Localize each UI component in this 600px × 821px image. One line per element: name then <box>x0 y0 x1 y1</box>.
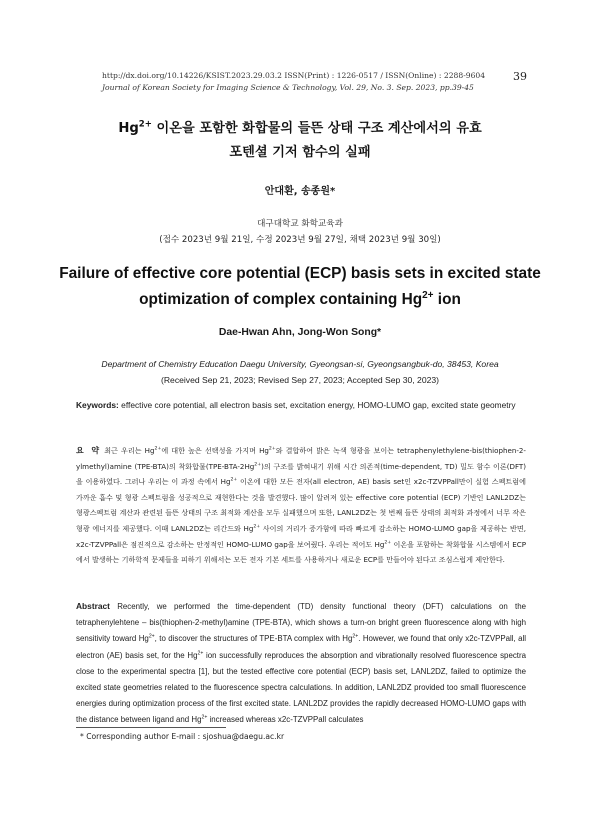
english-title-line1: Failure of effective core potential (ECP) basis sets in excited state <box>59 265 541 282</box>
english-abstract-text: , to discover the structures of TPE-BTA complex with Hg <box>154 634 353 644</box>
keywords-label: Keywords: <box>76 400 119 410</box>
footnote: * Corresponding author E-mail : sjoshua@daegu.ac.kr <box>80 732 285 741</box>
korean-abstract-text: 와 결합하여 밝은 녹색 형광을 보이는 tetraphenylethylene-bis(thiophen-2-ylmethyl)amine (TPE-BTA)의 착화합물(TPE-BTA-2Hg <box>76 446 526 471</box>
journal-header <box>102 70 522 94</box>
superscript: 2+ <box>197 649 204 656</box>
korean-title-sup: 2+ <box>138 119 152 130</box>
english-authors: Dae-Hwan Ahn, Jong-Won Song* <box>218 327 382 338</box>
page-number: 39 <box>513 70 527 83</box>
superscript: 2+ <box>352 633 359 640</box>
keywords <box>76 398 526 413</box>
superscript: 2+ <box>154 446 162 452</box>
superscript: 2+ <box>230 477 238 483</box>
korean-title-hg: Hg <box>118 121 139 136</box>
english-title-line2-a: optimization of complex containing Hg <box>139 291 423 308</box>
superscript: 2+ <box>201 714 208 721</box>
english-abstract-text: increased whereas x2c-TZVPPall calculates <box>207 715 364 725</box>
superscript: 2+ <box>253 524 261 530</box>
english-abstract-text: Recently, we performed the time-dependent (TD) density functional theory (DFT) calculations on the tetraphenylehtene – bis(thiophen-2-methyl)amine (TPE-BTA), which shows a turn-on bright green fluorescence along with high sensitivity toward Hg <box>76 602 526 644</box>
korean-abstract-label: 요 약 <box>76 446 102 455</box>
keywords-text: effective core potential, all electron basis set, excitation energy, HOMO-LUMO gap, excited state geometry <box>118 400 516 410</box>
journal-citation-line: Journal of Korean Society for Imaging Science & Technology, Vol. 29, No. 3. Sep. 2023, pp.39-45 <box>102 83 474 92</box>
english-abstract-label: Abstract <box>76 601 110 611</box>
english-dates: (Received Sep 21, 2023; Revised Sep 27, 2023; Accepted Sep 30, 2023) <box>160 375 440 385</box>
korean-abstract <box>76 443 526 568</box>
korean-authors: 안대환, 송종원* <box>264 186 336 197</box>
korean-abstract-text: 사이의 거리가 증가함에 따라 빠르게 감소하는 HOMO-LUMO gap을 제공하는 반면, x2c-TZVPPall은 점진적으로 감소하는 안정적인 HOMO-LUMO gap을 보여줬다. 우리는 적어도 Hg <box>76 523 526 549</box>
english-abstract-text: ion successfully reproduces the absorption and vibrationally resolved fluorescence spectra close to the experimental spectra [1], but the tested effective core potential (ECP) basis set, LANL2DZ, failed to optimize the excited state geometries related to the fluorescence spectra calculations. In addition, LANL2DZ provided too small fluorescence energies during optimization process of the first excited state. LANL2DZ provides the rapidly decreased HOMO-LUMO gaps with the distance between ligand and Hg <box>76 650 526 725</box>
superscript: 2+ <box>148 633 155 640</box>
superscript: 2+ <box>254 462 262 468</box>
superscript: 2+ <box>268 446 276 452</box>
korean-abstract-text: 이온을 포함하는 착화합물 시스템에서 ECP에서 발생하는 기하학적 문제들을 피하기 위해서는 모든 전자 기본 세트를 사용하거나 새로운 ECP를 만들어야 된다고 조심스럽게 제안한다. <box>76 539 526 565</box>
korean-title-line1 <box>40 117 560 141</box>
korean-affiliation: 대구대학교 화학교육과 <box>257 219 343 229</box>
korean-abstract-text: 에 대한 높은 선택성을 가지며 Hg <box>161 446 269 455</box>
english-title-sup: 2+ <box>422 289 434 301</box>
korean-title-rest: 이온을 포함한 화합물의 들뜬 상태 구조 계산에서의 유효 <box>151 121 482 136</box>
korean-abstract-text: )의 구조를 밝혀내기 위해 시간 의존적(time-dependent, TD) 밀도 함수 이론(DFT)을 이용하였다. 그러나 우리는 이 과정 속에서 Hg <box>76 461 526 487</box>
english-affiliation: Department of Chemistry Education Daegu University, Gyeongsan-si, Gyeongsangbuk-do, 38453, Korea <box>101 359 499 369</box>
korean-dates: (접수 2023년 9월 21일, 수정 2023년 9월 27일, 채택 2023년 9월 30일) <box>159 235 441 245</box>
korean-title <box>40 117 560 165</box>
korean-title-line2: 포텐셜 기저 함수의 실패 <box>229 145 371 160</box>
korean-abstract-text: 이온에 대한 모든 전자(all electron, AE) basis set인 x2c-TZVPPall만이 실험 스펙트럼에 가까운 흡수 및 형광 스펙트럼을 성공적으로 재현한다는 것을 발견했다. 많이 알려져 있는 effective core potential (ECP) 기반인 LANL2DZ는 형광스펙트럼 계산과 관련된 들뜬 상태의 구조 최적화 계산을 모두 실패했으며 또한, LANL2DZ는 첫 번째 들뜬 상태의 최적화 과정에서 너무 작은 형광 에너지를 제공했다. 이때 LANL2DZ는 리간드와 Hg <box>76 477 526 533</box>
english-affiliation-block <box>0 356 600 388</box>
english-title <box>50 261 550 313</box>
english-abstract <box>76 598 526 729</box>
superscript: 2+ <box>384 540 392 546</box>
korean-abstract-text: 최근 우리는 Hg <box>101 446 155 455</box>
english-title-line2-b: ion <box>433 291 461 308</box>
doi-issn-line: http://dx.doi.org/10.14226/KSIST.2023.29.03.2 ISSN(Print) : 1226-0517 / ISSN(Online) : 2288-9604 <box>102 71 486 80</box>
english-abstract-text: . However, we found that only x2c-TZVPPall, all electron (AE) basis set, for the Hg <box>76 634 527 660</box>
korean-affiliation-block <box>0 216 600 248</box>
footnote-divider <box>76 727 226 728</box>
english-title-line2 <box>50 287 550 313</box>
